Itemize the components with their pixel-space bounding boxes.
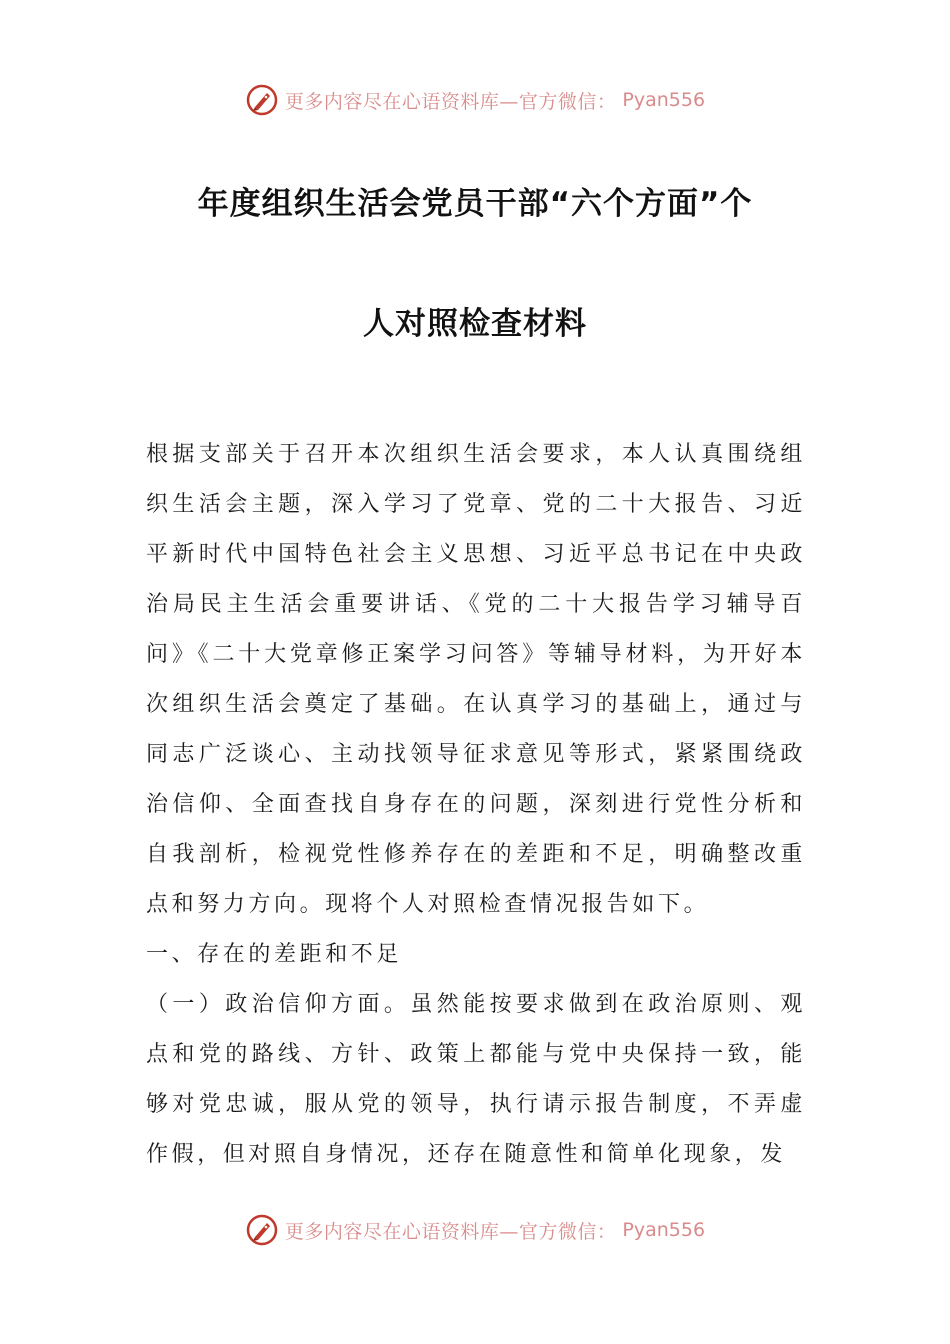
header-watermark <box>0 80 950 120</box>
pen-nib-logo-icon <box>245 1213 279 1247</box>
subsection-paragraph: （一）政治信仰方面。虽然能按要求做到在政治原则、观点和党的路线、方针、政策上都能与党中央保持一致，能够对党忠诚，服从党的领导，执行请示报告制度，不弄虚作假，但对照自身情况，还存在随意性和简单化现象，发 <box>146 992 806 1167</box>
watermark-handle: Pyan556 <box>622 1219 706 1241</box>
footer-watermark <box>0 1210 950 1250</box>
document-title-line1: 年度组织生活会党员干部“六个方面”个 <box>197 186 753 222</box>
watermark-handle: Pyan556 <box>622 89 706 111</box>
pen-nib-logo-icon <box>245 83 279 117</box>
intro-paragraph: 根据支部关于召开本次组织生活会要求，本人认真围绕组织生活会主题，深入学习了党章、党的二十大报告、习近平新时代中国特色社会主义思想、习近平总书记在中央政治局民主生活会重要讲话、《党的二十大报告学习辅导百问》《二十大党章修正案学习问答》等辅导材料，为开好本次组织生活会奠定了基础。在认真学习的基础上，通过与同志广泛谈心、主动找领导征求意见等形式，紧紧围绕政治信仰、全面查找自身存在的问题，深刻进行党性分析和自我剖析，检视党性修养存在的差距和不足，明确整改重点和努力方向。现将个人对照检查情况报告如下。 <box>146 442 806 917</box>
watermark-text: 更多内容尽在心语资料库—官方微信： <box>284 90 617 113</box>
watermark-text: 更多内容尽在心语资料库—官方微信： <box>284 1220 617 1243</box>
document-title-line2: 人对照检查材料 <box>363 306 587 342</box>
section-heading: 一、存在的差距和不足 <box>146 942 403 967</box>
